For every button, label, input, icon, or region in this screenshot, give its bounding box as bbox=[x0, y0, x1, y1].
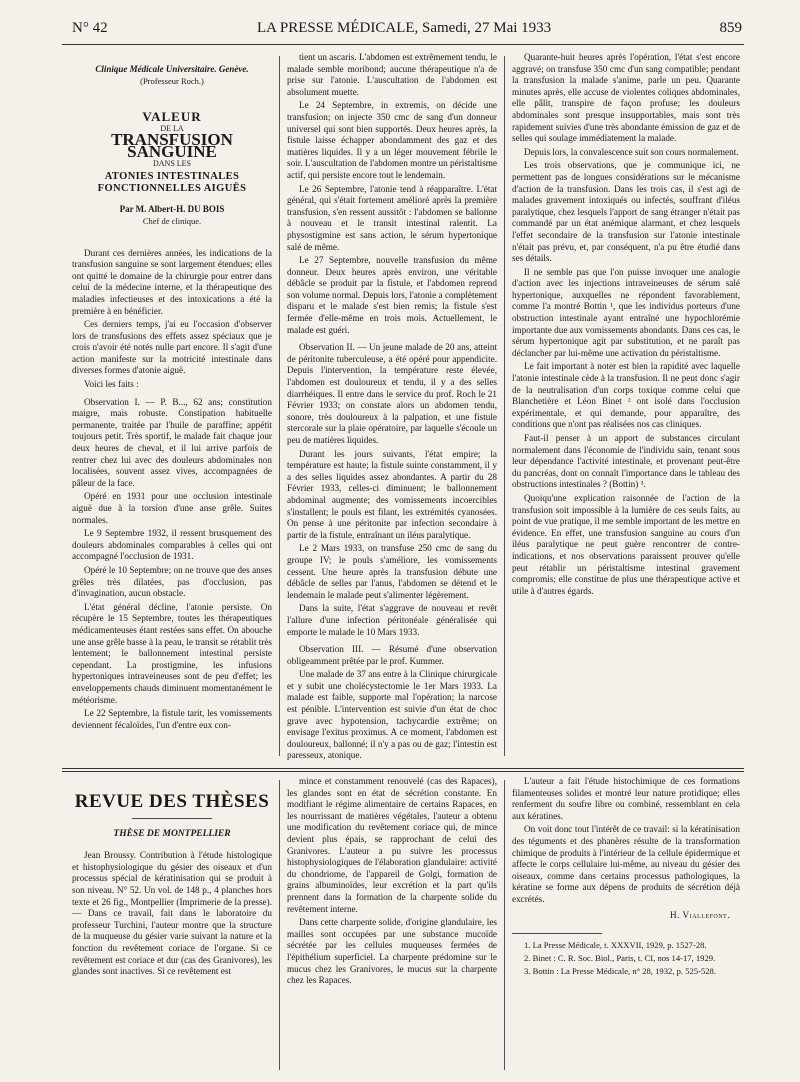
section-rule bbox=[62, 768, 744, 769]
paragraph: Faut-il penser à un apport de substances circulant normalement dans l'économie de l'individu sain, tenant sous leur dépendance l'activité intestinale, et provenant peut-être du pancréas, dont on connaît l'importance dans le tableau des obstructions intestinales ? (Bottin) ³. bbox=[512, 433, 740, 490]
title-line-e: ATONIES INTESTINALES bbox=[104, 171, 240, 183]
paragraph: Voici les faits : bbox=[84, 379, 139, 390]
paragraph: On voit donc tout l'intérêt de ce travail: si la kératinisation des téguments et des phanères résulte de la transformation chimique de produits à l'intérieur de la cellule épidermique et affecte le corps cellulaire lui-même, au niveau du gésier des oiseaux, comme dans certains processus pathologiques, la kératine se forme aux dépens de produits de sécrétion déjà excrétés. bbox=[512, 824, 740, 904]
paragraph: L'état général décline, l'atonie persiste. On récupère le 15 Septembre, toutes les thérapeutiques médicamenteuses étant restées sans effet. On abouche une anse grêle basse à la peau, le transit se rétablit très lentement; le ballonnement intestinal persiste cependant. La prostigmine, les infusions hypertoniques intraveineuses sont de peu d'effet; les enveloppements chauds diminuent momentanément le météorisme. bbox=[72, 601, 272, 705]
professor-note: (Professeur Roch.) bbox=[140, 75, 204, 86]
paragraph: Jean Broussy. Contribution à l'étude histologique et histophysiologique du gésier des oiseaux et d'un processus spécial de kératinisation qui se produit à son niveau. N° 52. Un vol. de 148 p., 4 planches hors texte et 26 fig., Montpellier (Imprimerie de la presse). — Dans ce travail, fait dans le laboratoire du professeur Turchini, l'auteur montre que la structure de la muqueuse du gésier varie suivant la nature et la fonction du revêtement coriace de l'organe. Si ce revêtement est coriace et dur (cas des Granivores), les glandes sont inactives. Si ce revêtement est bbox=[72, 850, 272, 977]
column-rule bbox=[504, 56, 505, 756]
paragraph: Les trois observations, que je communique ici, ne permettent pas de longues considérations sur le mécanisme d'action de la transfusion. Dans les trois cas, il s'est agi de malades gravement intoxiqués ou infectés, souffrant d'iléus paralytique, chez lesquels l'apport de sang étranger n'était pas commandé par un état anémique alarmant, et chez lesquels l'effet secondaire de la transfusion sur l'atonie intestinale n'était pas prévu, et, par conséquent, n'a pu être étudié dans ses détails. bbox=[512, 160, 740, 264]
issue-number: N° 42 bbox=[72, 20, 108, 36]
title-line-b: DE LA bbox=[160, 123, 184, 133]
footnote: 1. La Presse Médicale, t. XXXVII, 1929, p. 1527-28. bbox=[524, 940, 707, 951]
paragraph: Opéré en 1931 pour une occlusion intestinale aiguë due à la torsion d'une anse grêle. Suites normales. bbox=[72, 491, 272, 525]
paragraph: Durant les jours suivants, l'état empire; la température est haute; la fistule suinte constamment, il y a des selles liquides assez abondantes. A partir du 28 Février 1933, celles-ci diminuent; le ballonnement abdominal augmente; des vomissements incoercibles s'installent; le pouls est filant, les extrémités cyanosées. On pense à une péritonite par infection secondaire à partir de la fistule, entraînant un iléus paralytique. bbox=[287, 448, 497, 540]
paragraph: Il ne semble pas que l'on puisse invoquer une analogie d'action avec les injections intraveineuses de sérum salé hypertonique, auxquelles ne répondent favorablement, comme l'a montré Bottin ¹, que les individus porteurs d'une obstruction intestinale ayant entraîné une hypochlorémie importante due aux vomissements abondants. Dans ces cas, le sérum hypertonique agit par substitution, et ne paraît pas déclancher par lui-même une activation du péristaltisme. bbox=[512, 266, 740, 358]
footnotes bbox=[512, 940, 740, 977]
paragraph: Ces derniers temps, j'ai eu l'occasion d'observer lors de transfusions des effets assez spéciaux que je crois n'avoir été notés nulle part encore. Il s'agit d'une action manifeste sur la motricité intestinale dans diverses formes d'atonie aiguë. bbox=[72, 319, 272, 376]
article-column-3 bbox=[512, 52, 740, 762]
paragraph: Le 27 Septembre, nouvelle transfusion du même donneur. Deux heures après environ, une véritable débâcle se produit par la fistule, et l'abdomen reprend son volume normal. Depuis lors, l'atonie a complètement disparu et le malade s'est bien remis; la fistule s'est fermée d'elle-même en trois mois. Actuellement, le malade est guéri. bbox=[287, 255, 497, 335]
paragraph: Le 9 Septembre 1932, il ressent brusquement des douleurs abdominales comparables à celles qui ont accompagné l'occlusion de 1931. bbox=[72, 528, 272, 562]
clinic-name: Clinique Médicale Universitaire. Genève. bbox=[95, 64, 249, 74]
theses-section-title: REVUE DES THÈSES bbox=[74, 791, 270, 812]
theses-column-3 bbox=[512, 776, 740, 1072]
title-line-d: DANS LES bbox=[152, 158, 191, 168]
theses-column-2 bbox=[287, 776, 497, 1072]
column-rule bbox=[279, 780, 280, 1070]
paragraph: Le 24 Septembre, in extremis, on décide une transfusion; on injecte 350 cmc de sang d'un donneur universel qui sont bien supportés. Deux heures après, la fistule laisse échapper abondamment des gaz et des matières liquides. Il y a un léger mouvement fébrile le soir. L'auscultation de l'abdomen montre un péristaltisme actif, qui persiste encore tout le lendemain. bbox=[287, 100, 497, 180]
paragraph: Observation III. — Résumé d'une observation obligeamment prêtée par le prof. Kummer. bbox=[287, 644, 497, 666]
footnote: 2. Binet : C. R. Soc. Biol., Paris, t. CI, nos 14-17, 1929. bbox=[524, 953, 716, 964]
title-line-a: VALEUR bbox=[142, 109, 202, 125]
article-title: TRANSFUSION SANGUINE bbox=[111, 130, 233, 161]
theses-column-1 bbox=[72, 790, 272, 1070]
page-header bbox=[72, 20, 742, 40]
paragraph: L'auteur a fait l'étude histochimique de ces formations filamenteuses solides et montré leur nature protidique; elles renferment du soufre libre ou combiné, ressemblant en cela aux kératines. bbox=[512, 776, 740, 821]
paragraph: Opéré le 10 Septembre; on ne trouve que des anses grêles très dilatées, pas d'occlusion, pas d'invagination, aucun obstacle. bbox=[72, 564, 272, 599]
paragraph: Quoiqu'une explication raisonnée de l'action de la transfusion soit impossible à la lumière de ces seuls faits, au point de vue pratique, il me semble important de les mettre en évidence. En effet, une transfusion sanguine au cours d'un iléus paralytique ne peut guère rencontrer de contre-indications, et nos observations paraissent prouver qu'elle peut rétablir un péristaltisme intestinal gravement compromis; elle constitue de plus une thérapeutique active et utile à d'autres égards. bbox=[512, 492, 740, 596]
article-body-2 bbox=[287, 52, 497, 762]
paragraph: Observation II. — Un jeune malade de 20 ans, atteint de péritonite tuberculeuse, a été opéré pour appendicite. Depuis l'intervention, la température reste élevée, l'abdomen est douloureux et tendu, il y a des selles diarrhéiques. Il entre dans le service du prof. Roch le 21 Février 1933; on constate alors un abdomen tendu, sonore, très douloureux à la palpation, et une fistule stercorale sur la plaie opératoire, par laquelle s'écoule un peu de matières liquides. bbox=[287, 342, 497, 445]
article-body-1 bbox=[72, 248, 272, 732]
article-body-3 bbox=[512, 52, 740, 597]
paragraph: Durant ces dernières années, les indications de la transfusion sanguine se sont largement étendues; elles ont quitté le domaine de la chirurgie pour entrer dans celui de la médecine interne, et la thérapeutique des maladies infectieuses et des intoxications a été la première à en bénéficier. bbox=[72, 247, 272, 316]
theses-subsection: THÈSE DE MONTPELLIER bbox=[113, 828, 231, 839]
article-column-1 bbox=[72, 64, 272, 754]
author-role: Chef de clinique. bbox=[142, 215, 202, 226]
paragraph: mince et constamment renouvelé (cas des Rapaces), les glandes sont en état de sécrétion constante. En modifiant le régime alimentaire de certains Rapaces, en les nourrissant de matières végétales, l'auteur a obtenu une modification du revêtement coriace qui, de mince devient plus épais, se rapprochant de celui des Granivores. L'auteur a pu suivre les processus histophysiologiques de l'élaboration glandulaire: activité du chondriome, de l'appareil de Golgi, formation de grains albuminoïdes, leur excrétion et la part qu'ils prennent dans la formation de la charpente solide du revêtement interne. bbox=[287, 776, 497, 914]
signature: H. Viallefont. bbox=[670, 909, 730, 920]
paragraph: Depuis lors, la convalescence suit son cours normalement. bbox=[524, 146, 739, 157]
column-rule bbox=[279, 56, 280, 756]
article-column-2 bbox=[287, 52, 497, 762]
theses-body-1 bbox=[72, 850, 272, 978]
paragraph: Observation I. — P. B..., 62 ans; constitution maigre, mais robuste. Constipation habituelle permanente, traitée par l'huile de paraffine; appétit toujours petit. Très sportif, le malade fait chaque jour deux heures de cheval, et il lui arrive parfois de rentrer chez lui avec des douleurs abdominales non localisées, souvent assez vives, accompagnées de pâleur de la face. bbox=[72, 396, 272, 488]
theses-body-2 bbox=[287, 776, 497, 987]
title-line-f: FONCTIONNELLES AIGUËS bbox=[97, 182, 247, 194]
author: Par M. Albert-H. DU BOIS bbox=[119, 204, 225, 215]
paragraph: Le fait important à noter est bien la rapidité avec laquelle l'atonie intestinale cède à la transfusion. Il ne peut donc s'agir de la neutralisation d'un corps toxique comme celui que Blanchetière et Léon Binet ² ont isolé dans l'occlusion expérimentale, et qui demande, pour apparaître, des conditions que n'ont pas réalisées nos cas cliniques. bbox=[512, 361, 740, 430]
column-rule bbox=[504, 780, 505, 1070]
footnote: 3. Bottin : La Presse Médicale, n° 28, 1932, p. 525-528. bbox=[524, 966, 716, 977]
paragraph: Une malade de 37 ans entre à la Clinique chirurgicale et y subit une cholécystectomie le 1er Mars 1933. La malade est faible, supporte mal l'opération; la narcose est pénible. L'intervention est suivie d'un état de choc grave avec hypotension, tachycardie extrême; on envisage l'exitus proximus. A ce moment, l'abdomen est douloureux, ballonné; il n'y a pas ou de gaz; l'intestin est paresseux, atonique. bbox=[287, 669, 497, 761]
paragraph: Le 26 Septembre, l'atonie tend à réapparaître. L'état général, qui s'était fortement amélioré après la première transfusion, s'en ressent aussitôt : l'abdomen se ballonne à nouveau et le transit intestinal ralentit. La physostigmine est sans action, le sérum hypertonique salé de même. bbox=[287, 183, 497, 252]
header-rule bbox=[62, 44, 744, 45]
page-number: 859 bbox=[719, 20, 742, 36]
paragraph: tient un ascaris. L'abdomen est extrêmement tendu, le malade semble moribond; aucune thérapeutique n'a de prise sur l'atonie. L'auscultation de l'abdomen est absolument muette. bbox=[287, 52, 497, 97]
theses-body-3 bbox=[512, 776, 740, 906]
paragraph: Le 22 Septembre, la fistule tarit, les vomissements deviennent fécaloïdes, l'un d'entre eux con- bbox=[72, 708, 272, 730]
footnote-rule bbox=[512, 933, 602, 934]
journal-title: LA PRESSE MÉDICALE, Samedi, 27 Mai 1933 bbox=[257, 20, 552, 36]
title-rule bbox=[132, 818, 212, 819]
paragraph: Quarante-huit heures après l'opération, l'état s'est encore aggravé; on transfuse 350 cmc d'un sang compatible; pendant la transfusion la malade s'anime, parle un peu. Quarante minutes après, elle accuse de violentes coliques abdominales, elle pâlit, transpire de façon profuse; les douleurs abdominales sont presque insupportables, mais sont très rapidement suivies d'une très abondante émission de gaz et de selles qui soulage immédiatement la malade. bbox=[512, 52, 740, 144]
paragraph: Le 2 Mars 1933, on transfuse 250 cmc de sang du groupe IV; le pouls s'améliore, les vomissements cessent. Une heure après la transfusion débute une débâcle de selles par l'anus, l'abdomen se détend et le lendemain le malade peut s'alimenter légèrement. bbox=[287, 543, 497, 600]
section-rule bbox=[62, 771, 744, 772]
paragraph: Dans la suite, l'état s'aggrave de nouveau et revêt l'allure d'une infection péritonéale généralisée qui emporte le malade le 10 Mars 1933. bbox=[287, 603, 497, 637]
paragraph: Dans cette charpente solide, d'origine glandulaire, les mailles sont occupées par une substance mucoïde sécrétée par les cellules muqueuses fermées de l'épithélium superficiel. La charpente prédomine sur le mucus chez les Granivores, le mucus sur la charpente chez les Rapaces. bbox=[287, 917, 497, 986]
